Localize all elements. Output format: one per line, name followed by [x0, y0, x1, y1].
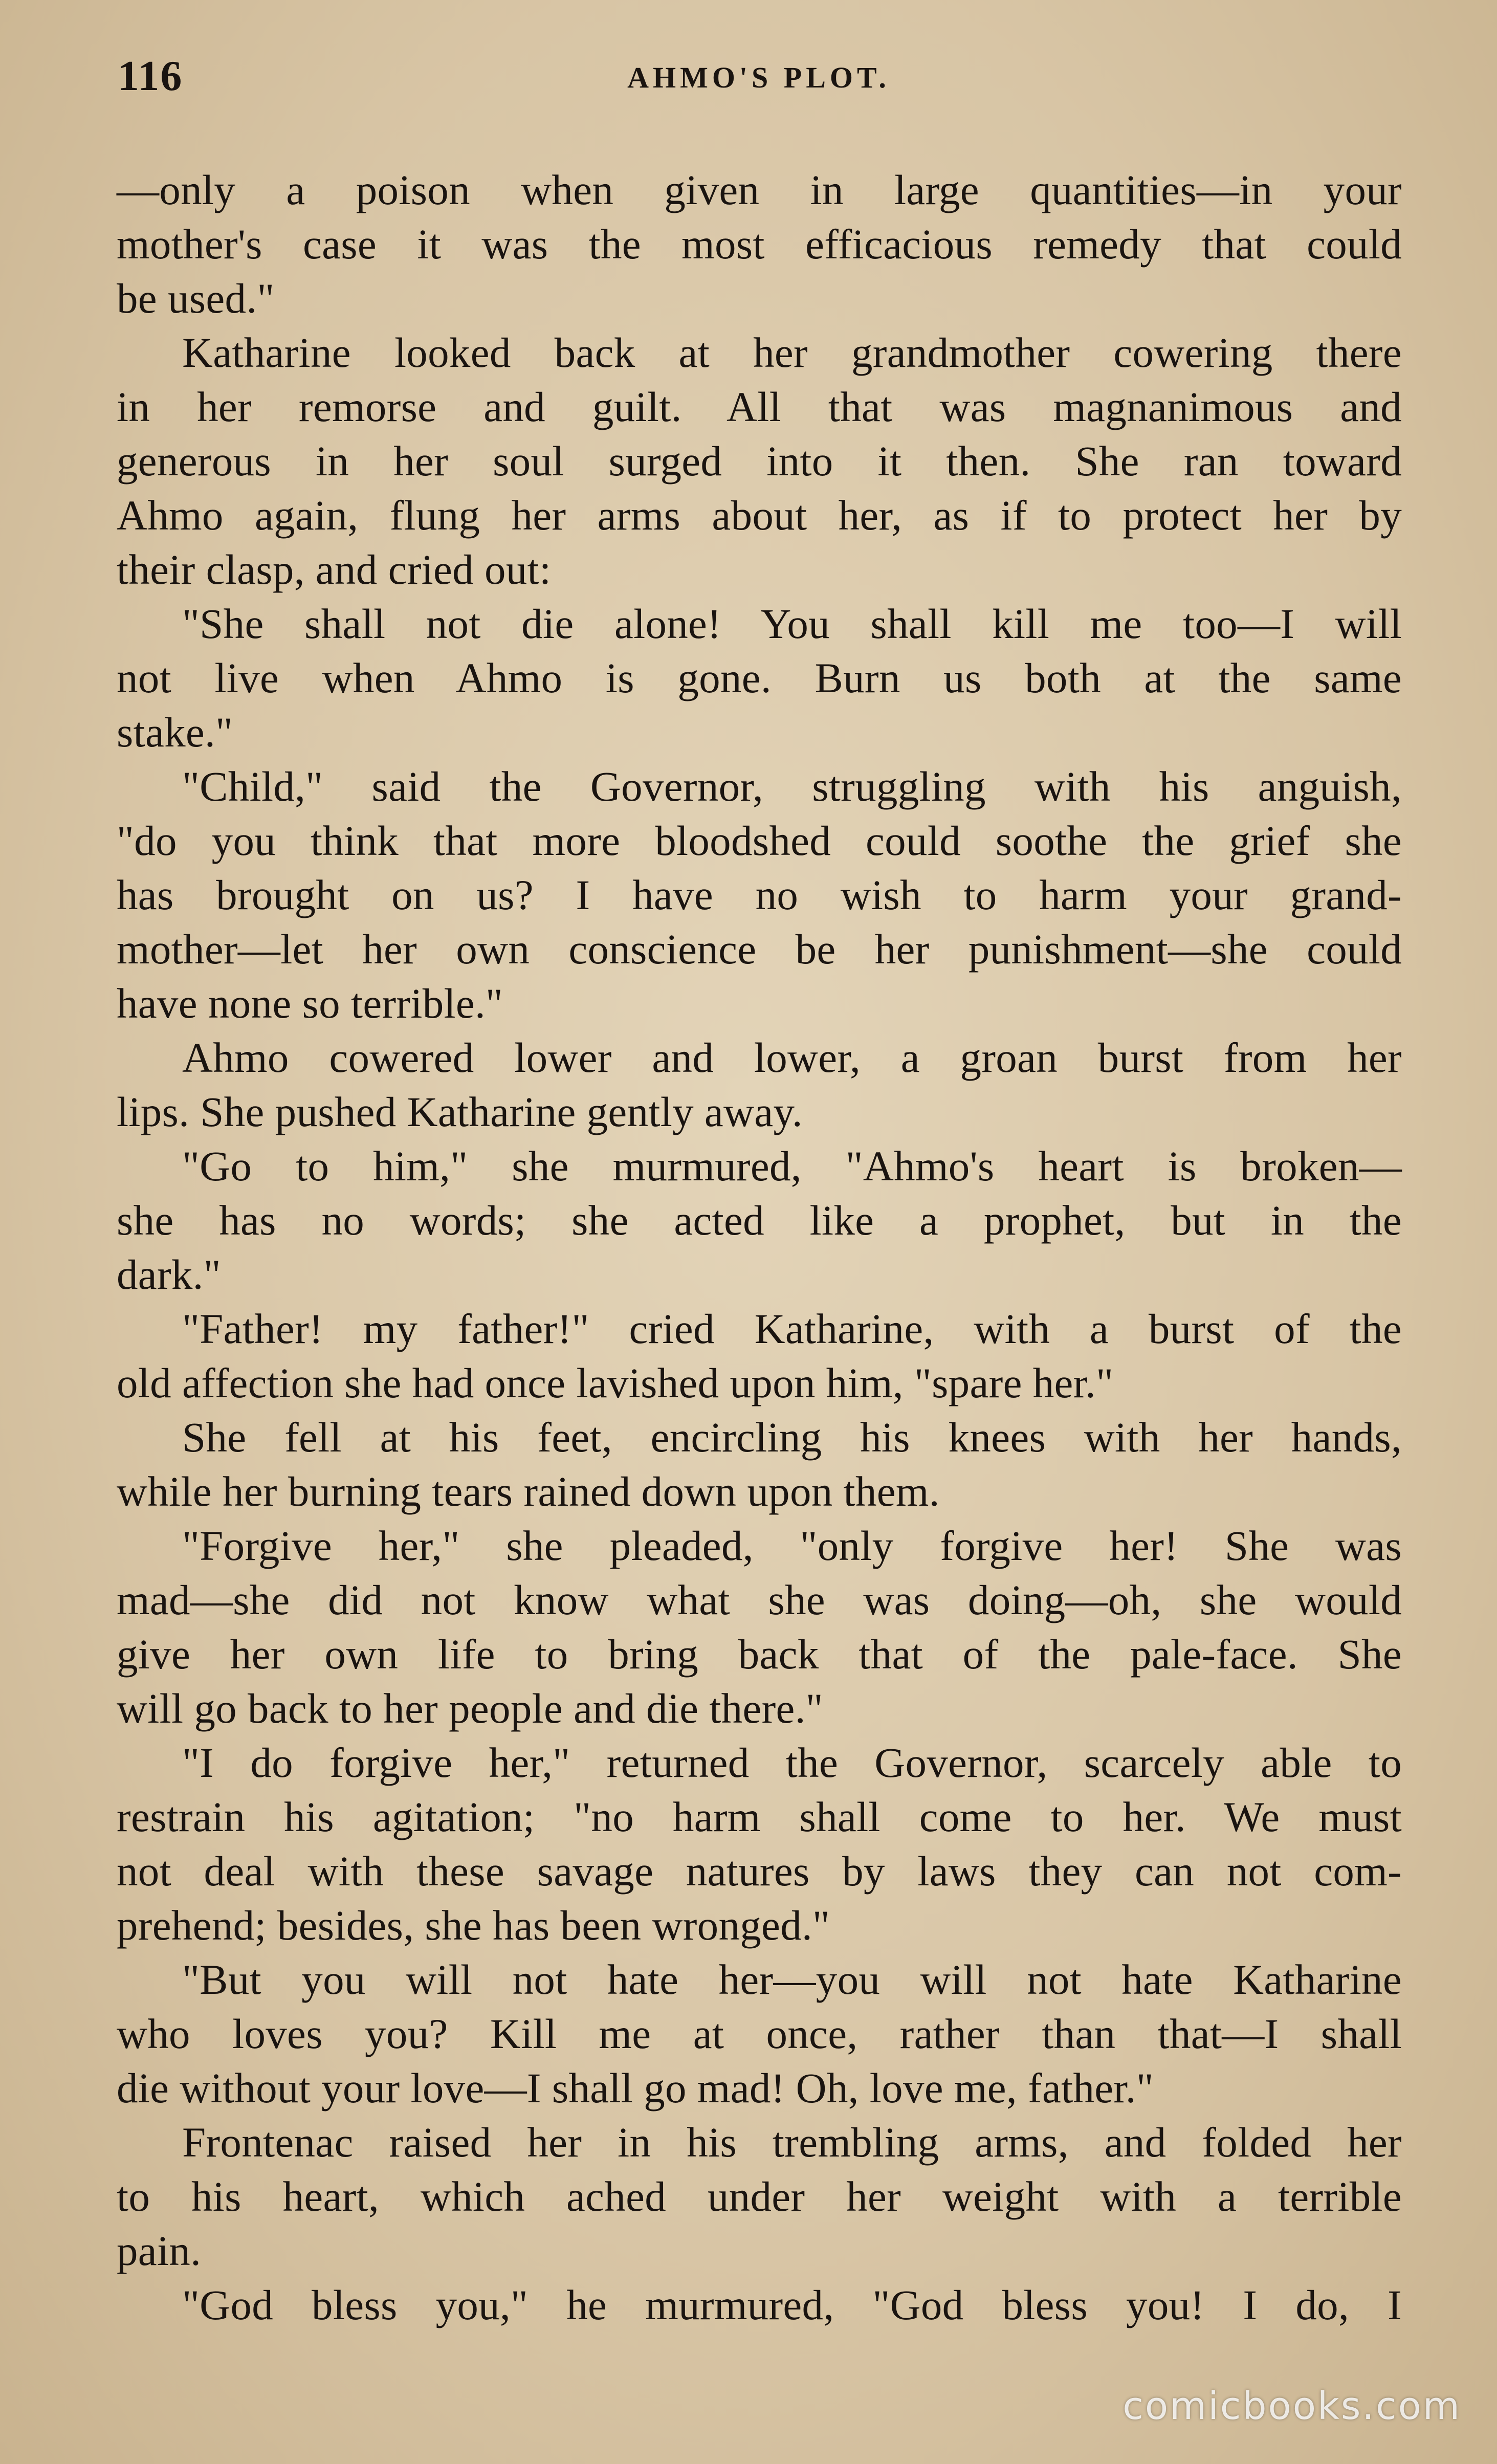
text-line: "Go to him," she murmured, "Ahmo's heart is broken— [182, 1142, 1402, 1190]
text-line: have none so terrible." [117, 980, 503, 1027]
text-line: she has no words; she acted like a prophet, but in the [117, 1197, 1402, 1244]
text-line: "Father! my father!" cried Katharine, with a burst of the [182, 1305, 1402, 1352]
text-line: prehend; besides, she has been wronged." [117, 1902, 830, 1949]
text-line: "She shall not die alone! You shall kill me too—I will [182, 600, 1402, 647]
text-line: lips. She pushed Katharine gently away. [117, 1088, 803, 1135]
text-line: who loves you? Kill me at once, rather than that—I shall [117, 2010, 1402, 2057]
running-head: AHMO'S PLOT. [627, 61, 890, 94]
text-line: mad—she did not know what she was doing—oh, she would [117, 1576, 1402, 1623]
text-line: Ahmo again, flung her arms about her, as if to protect her by [117, 492, 1402, 539]
text-line: to his heart, which ached under her weight with a terrible [117, 2173, 1402, 2220]
text-line: She fell at his feet, encircling his knees with her hands, [182, 1414, 1402, 1461]
text-line: mother—let her own conscience be her punishment—she could [117, 926, 1402, 973]
watermark: comicbooks.com [1122, 2384, 1461, 2428]
text-line: "I do forgive her," returned the Governor, scarcely able to [182, 1739, 1402, 1786]
text-line: restrain his agitation; "no harm shall come to her. We must [117, 1793, 1402, 1840]
text-line: "God bless you," he murmured, "God bless you! I do, I [182, 2281, 1402, 2328]
text-line: Frontenac raised her in his trembling arms, and folded her [182, 2119, 1402, 2166]
text-line: will go back to her people and die there." [117, 1685, 823, 1732]
text-line: give her own life to bring back that of the pale-face. She [117, 1631, 1402, 1678]
text-line: not live when Ahmo is gone. Burn us both at the same [117, 654, 1402, 701]
text-line: die without your love—I shall go mad! Oh, love me, father." [117, 2064, 1154, 2111]
text-line: "do you think that more bloodshed could soothe the grief she [117, 817, 1402, 864]
text-line: Katharine looked back at her grandmother cowering there [182, 329, 1402, 376]
text-line: their clasp, and cried out: [117, 546, 552, 593]
text-line: "Forgive her," she pleaded, "only forgive her! She was [182, 1522, 1402, 1569]
page-header [118, 51, 1400, 107]
text-line: Ahmo cowered lower and lower, a groan burst from her [182, 1034, 1402, 1081]
text-line: be used." [117, 275, 275, 322]
text-line: has brought on us? I have no wish to harm your grand- [117, 871, 1402, 918]
text-line: in her remorse and guilt. All that was magnanimous and [117, 383, 1402, 430]
body-text [117, 163, 1402, 2332]
text-line: mother's case it was the most efficacious remedy that could [117, 221, 1402, 268]
text-line: generous in her soul surged into it then. She ran toward [117, 437, 1402, 485]
text-line: "Child," said the Governor, struggling with his anguish, [182, 763, 1402, 810]
text-line: dark." [117, 1251, 221, 1298]
text-line: "But you will not hate her—you will not hate Katharine [182, 1956, 1402, 2003]
text-line: not deal with these savage natures by laws they can not com- [117, 1847, 1402, 1895]
page-number: 116 [118, 52, 183, 100]
text-line: pain. [117, 2227, 202, 2274]
text-line: —only a poison when given in large quantities—in your [117, 166, 1402, 213]
text-line: old affection she had once lavished upon him, "spare her." [117, 1359, 1114, 1406]
text-line: while her burning tears rained down upon them. [117, 1468, 940, 1515]
text-line: stake." [117, 709, 233, 756]
